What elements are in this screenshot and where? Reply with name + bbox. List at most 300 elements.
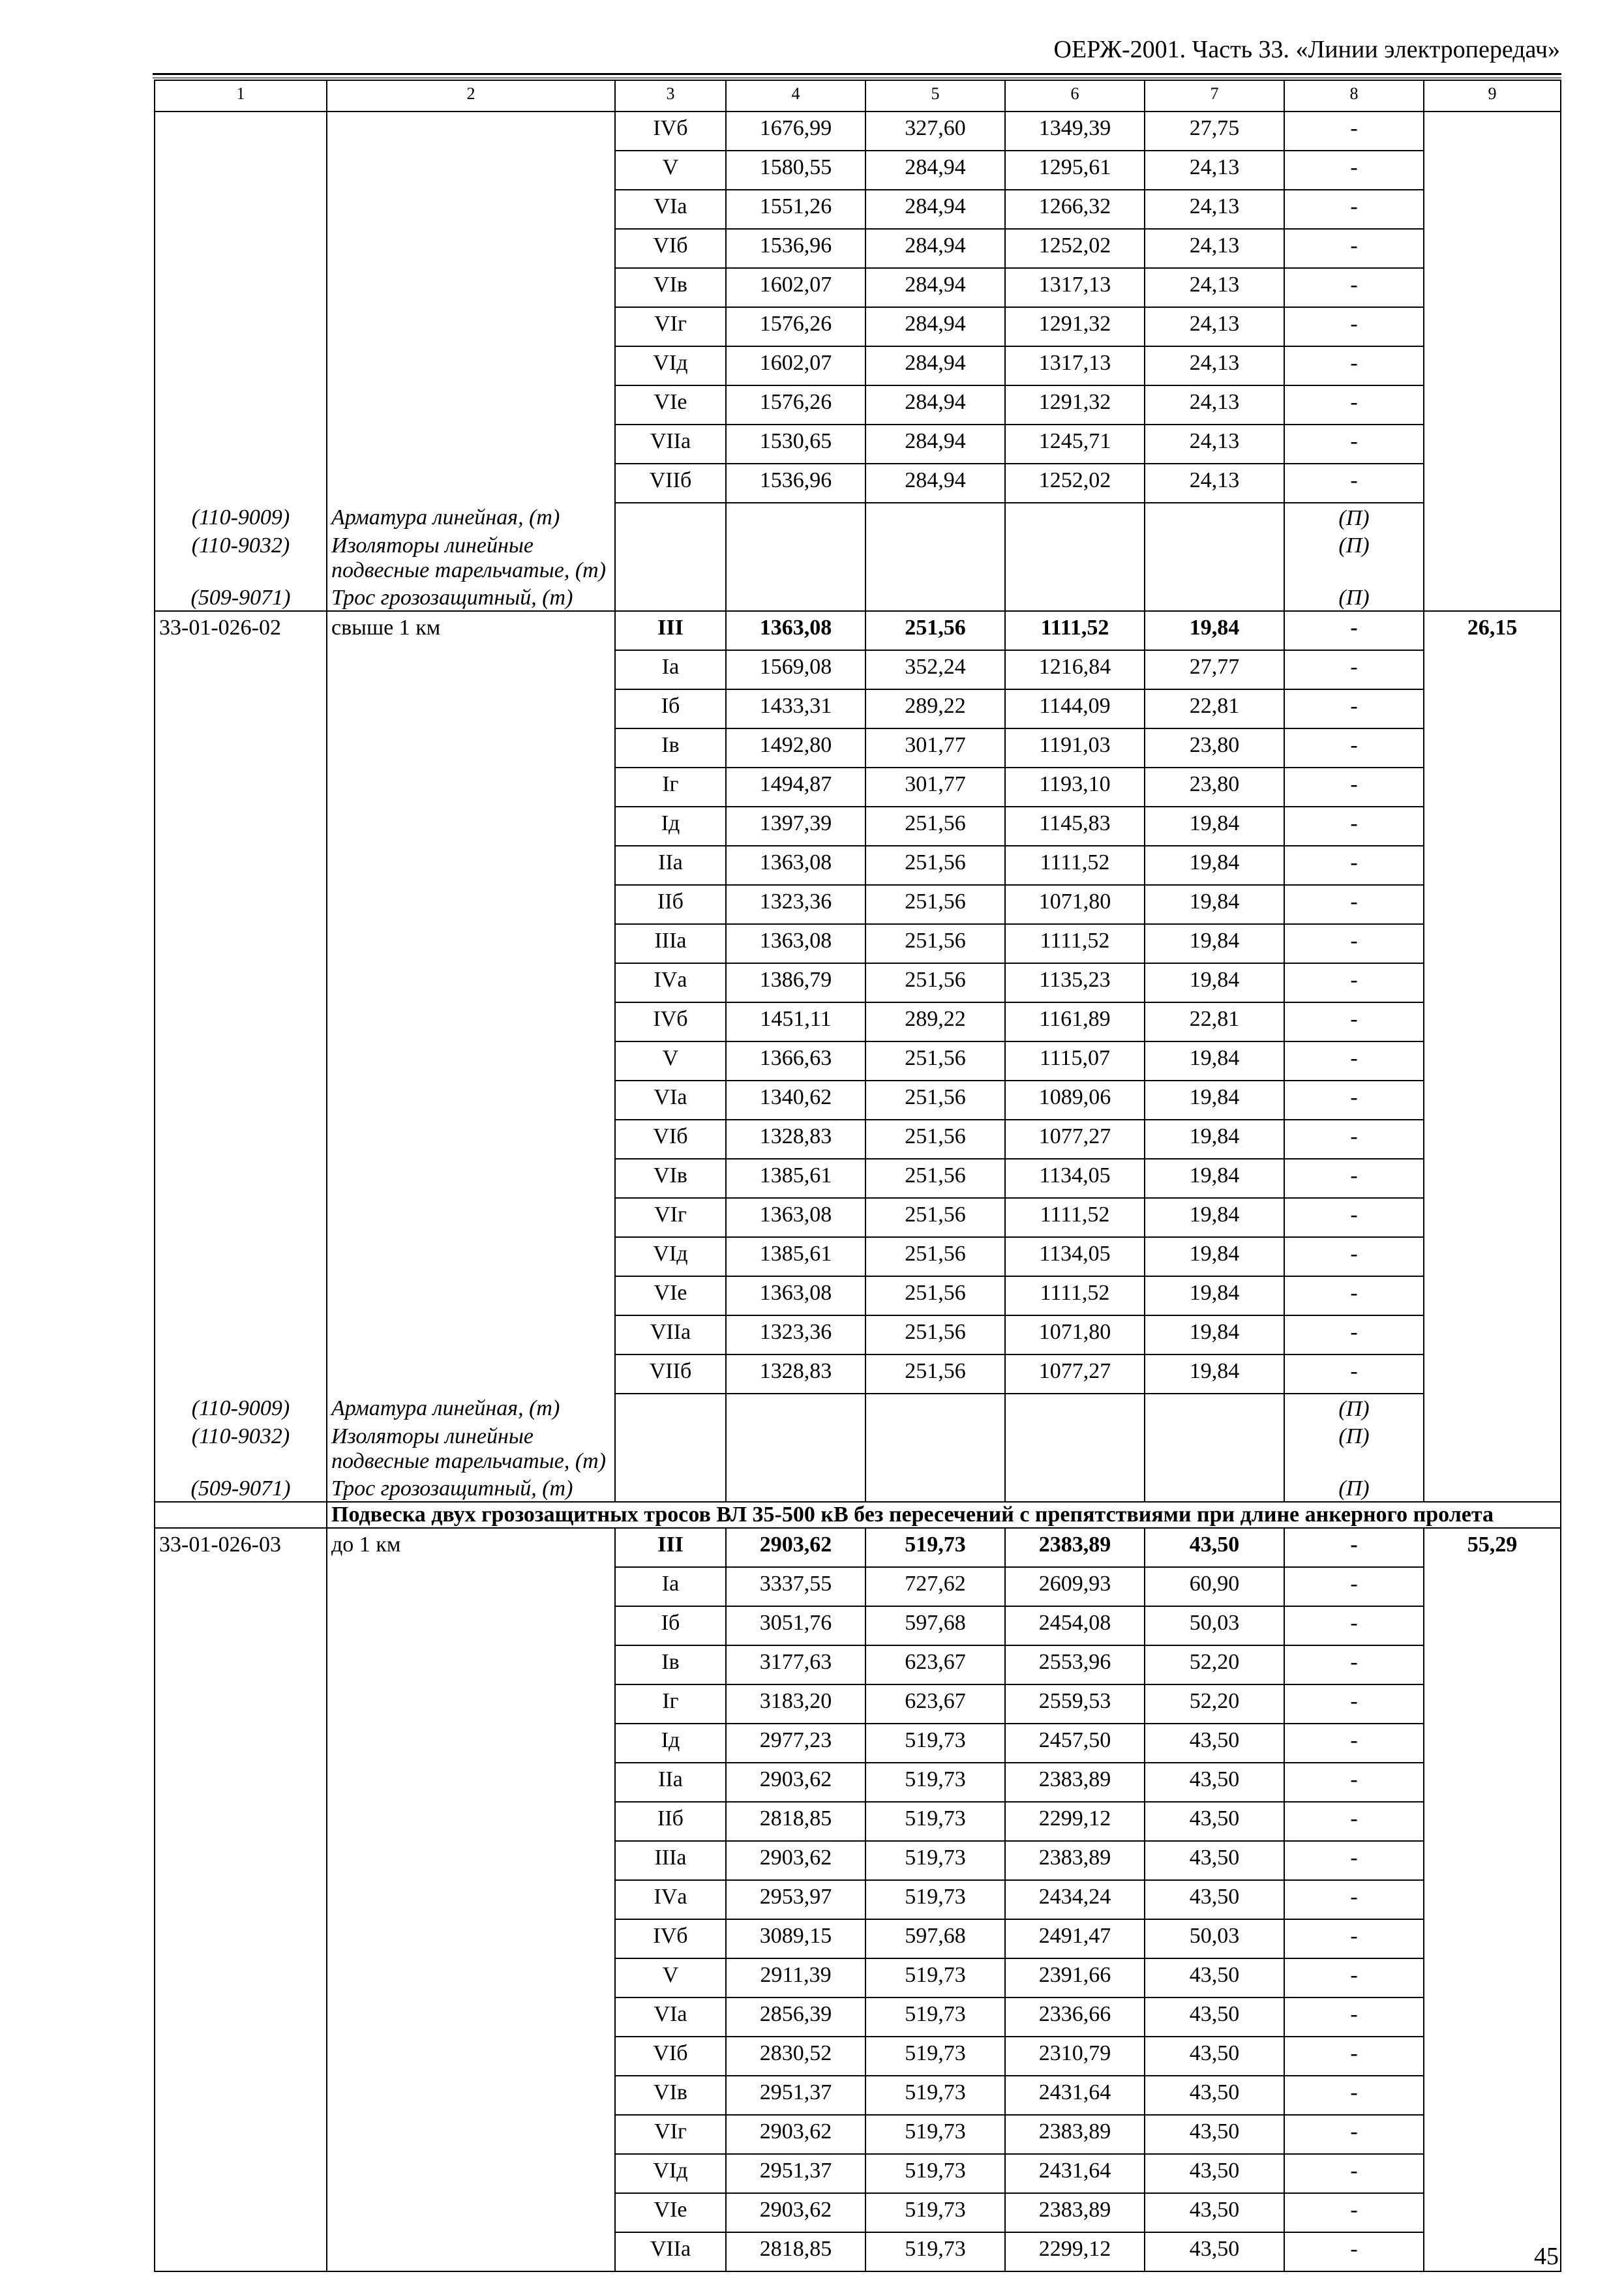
- value-cell: 2559,53: [1005, 1684, 1145, 1724]
- table-row: [155, 2232, 1561, 2271]
- empty-cell: [155, 1763, 327, 1802]
- empty-cell: [327, 2076, 615, 2115]
- empty-cell: [1005, 1474, 1145, 1502]
- value-cell: 519,73: [865, 1763, 1005, 1802]
- value-cell: -: [1284, 346, 1424, 385]
- value-cell: -: [1284, 1081, 1424, 1120]
- empty-cell: [1424, 1198, 1561, 1237]
- empty-cell: [327, 2193, 615, 2232]
- value-cell: Iв: [615, 728, 726, 768]
- value-cell: 251,56: [865, 846, 1005, 885]
- table-body: [155, 80, 1561, 2271]
- value-cell: IVа: [615, 963, 726, 1002]
- empty-cell: [155, 2154, 327, 2193]
- value-cell: 43,50: [1145, 2232, 1284, 2271]
- empty-cell: [865, 583, 1005, 611]
- value-cell: 2903,62: [726, 1841, 865, 1880]
- table-row: [155, 2115, 1561, 2154]
- empty-cell: [327, 385, 615, 425]
- value-cell: 1363,08: [726, 1198, 865, 1237]
- value-cell: 519,73: [865, 1880, 1005, 1919]
- value-cell: VIIб: [615, 1354, 726, 1394]
- material-row: [155, 531, 1561, 583]
- value-cell: IVб: [615, 1919, 726, 1958]
- empty-cell: [1424, 1474, 1561, 1502]
- value-cell: 1494,87: [726, 768, 865, 807]
- value-cell: 1317,13: [1005, 268, 1145, 307]
- empty-cell: [155, 346, 327, 385]
- value-cell: 2903,62: [726, 1528, 865, 1567]
- empty-cell: [327, 1880, 615, 1919]
- empty-cell: [1424, 1081, 1561, 1120]
- empty-cell: [1424, 307, 1561, 346]
- value-cell: 1144,09: [1005, 689, 1145, 728]
- value-cell: 19,84: [1145, 1159, 1284, 1198]
- value-cell: 22,81: [1145, 1002, 1284, 1041]
- material-code: (509-9071): [155, 1474, 327, 1502]
- value-cell: 623,67: [865, 1645, 1005, 1684]
- empty-cell: [327, 425, 615, 464]
- material-mark: (П): [1284, 531, 1424, 583]
- value-cell: 1111,52: [1005, 924, 1145, 963]
- empty-cell: [155, 425, 327, 464]
- value-cell: 60,90: [1145, 1567, 1284, 1606]
- value-cell: 284,94: [865, 464, 1005, 503]
- value-cell: 1576,26: [726, 307, 865, 346]
- value-cell: 251,56: [865, 1120, 1005, 1159]
- value-cell: 519,73: [865, 2232, 1005, 2271]
- empty-cell: [327, 1958, 615, 1997]
- value-cell: VIIа: [615, 1315, 726, 1354]
- material-name: Изоляторы линейные подвесные тарельчатые, (т): [327, 1422, 615, 1474]
- empty-cell: [327, 1645, 615, 1684]
- table-row: [155, 1841, 1561, 1880]
- value-cell: 1291,32: [1005, 385, 1145, 425]
- empty-cell: [726, 503, 865, 531]
- empty-cell: [1005, 531, 1145, 583]
- value-cell: -: [1284, 1606, 1424, 1645]
- value-cell: 23,80: [1145, 728, 1284, 768]
- value-cell: -: [1284, 1354, 1424, 1394]
- value-cell: Iд: [615, 1724, 726, 1763]
- value-cell: 2383,89: [1005, 2193, 1145, 2232]
- table-row: [155, 807, 1561, 846]
- table-row: [155, 1354, 1561, 1394]
- value-cell: -: [1284, 1802, 1424, 1841]
- empty-cell: [865, 503, 1005, 531]
- empty-cell: [155, 190, 327, 229]
- value-cell: -: [1284, 112, 1424, 151]
- table-row: [155, 1120, 1561, 1159]
- value-cell: IVб: [615, 1002, 726, 1041]
- item-name: до 1 км: [327, 1528, 615, 1567]
- empty-cell: [1424, 531, 1561, 583]
- value-cell: -: [1284, 924, 1424, 963]
- value-cell: 43,50: [1145, 1997, 1284, 2037]
- empty-cell: [1424, 1606, 1561, 1645]
- empty-cell: [1424, 2154, 1561, 2193]
- value-cell: 1317,13: [1005, 346, 1145, 385]
- empty-cell: [1424, 963, 1561, 1002]
- empty-cell: [327, 1763, 615, 1802]
- column-number-row: [155, 80, 1561, 112]
- empty-cell: [327, 1919, 615, 1958]
- value-cell: 2383,89: [1005, 1763, 1145, 1802]
- empty-cell: [1424, 2076, 1561, 2115]
- material-row: [155, 583, 1561, 611]
- column-number: 6: [1005, 80, 1145, 112]
- table-row: [155, 2154, 1561, 2193]
- value-cell: 1071,80: [1005, 1315, 1145, 1354]
- table-row: [155, 924, 1561, 963]
- table-row: [155, 1880, 1561, 1919]
- empty-cell: [865, 1474, 1005, 1502]
- empty-cell: [155, 1081, 327, 1120]
- value-cell: -: [1284, 2115, 1424, 2154]
- empty-cell: [615, 1394, 726, 1422]
- value-cell: 43,50: [1145, 1763, 1284, 1802]
- value-cell: 19,84: [1145, 1276, 1284, 1315]
- value-cell: 251,56: [865, 963, 1005, 1002]
- empty-cell: [615, 583, 726, 611]
- empty-cell: [155, 963, 327, 1002]
- value-cell: 2951,37: [726, 2154, 865, 2193]
- empty-cell: [155, 1645, 327, 1684]
- empty-cell: [1145, 1394, 1284, 1422]
- value-cell: 1676,99: [726, 112, 865, 151]
- value-cell: -: [1284, 1841, 1424, 1880]
- value-cell: 623,67: [865, 1684, 1005, 1724]
- value-cell: 1569,08: [726, 650, 865, 689]
- empty-cell: [1005, 583, 1145, 611]
- value-cell: V: [615, 1958, 726, 1997]
- empty-cell: [155, 1567, 327, 1606]
- value-cell: 19,84: [1145, 1315, 1284, 1354]
- value-cell: 2609,93: [1005, 1567, 1145, 1606]
- value-cell: 1295,61: [1005, 151, 1145, 190]
- value-cell: -: [1284, 650, 1424, 689]
- value-cell: 2818,85: [726, 1802, 865, 1841]
- value-cell: -: [1284, 1997, 1424, 2037]
- value-cell: 1191,03: [1005, 728, 1145, 768]
- value-cell: 1077,27: [1005, 1354, 1145, 1394]
- value-cell: 284,94: [865, 385, 1005, 425]
- value-cell: 1266,32: [1005, 190, 1145, 229]
- value-cell: 519,73: [865, 1997, 1005, 2037]
- table-row: [155, 229, 1561, 268]
- empty-cell: [155, 1684, 327, 1724]
- value-cell: IIа: [615, 1763, 726, 1802]
- empty-cell: [615, 531, 726, 583]
- empty-cell: [155, 2076, 327, 2115]
- empty-cell: [1424, 1237, 1561, 1276]
- table-row: [155, 1606, 1561, 1645]
- empty-cell: [1005, 1394, 1145, 1422]
- value-cell: 1492,80: [726, 728, 865, 768]
- value-cell: 1216,84: [1005, 650, 1145, 689]
- empty-cell: [155, 1919, 327, 1958]
- empty-cell: [1145, 503, 1284, 531]
- value-cell: -: [1284, 1528, 1424, 1567]
- value-cell: 519,73: [865, 1802, 1005, 1841]
- value-cell: VIе: [615, 1276, 726, 1315]
- empty-cell: [327, 1120, 615, 1159]
- running-header: ОЕРЖ-2001. Часть 33. «Линии электропередач»: [1053, 36, 1560, 63]
- item-name: свыше 1 км: [327, 611, 615, 650]
- material-mark: (П): [1284, 1394, 1424, 1422]
- empty-cell: [1424, 1159, 1561, 1198]
- empty-cell: [1424, 464, 1561, 503]
- table-row: [155, 1684, 1561, 1724]
- value-cell: 2951,37: [726, 2076, 865, 2115]
- value-cell: 2383,89: [1005, 1528, 1145, 1567]
- value-cell: 251,56: [865, 1276, 1005, 1315]
- value-cell: -: [1284, 151, 1424, 190]
- empty-cell: [155, 1041, 327, 1081]
- empty-cell: [155, 1880, 327, 1919]
- value-cell: 1536,96: [726, 229, 865, 268]
- value-cell: -: [1284, 1567, 1424, 1606]
- table-row: [155, 1315, 1561, 1354]
- table-row: [155, 846, 1561, 885]
- value-cell: 251,56: [865, 1159, 1005, 1198]
- value-cell: 519,73: [865, 2193, 1005, 2232]
- empty-cell: [155, 1002, 327, 1041]
- value-cell: 301,77: [865, 728, 1005, 768]
- empty-cell: [155, 2193, 327, 2232]
- table-row: [155, 2193, 1561, 2232]
- section-row: [155, 1502, 1561, 1528]
- table-row: [155, 650, 1561, 689]
- value-cell: 2299,12: [1005, 1802, 1145, 1841]
- value-cell: IVб: [615, 112, 726, 151]
- material-name: Трос грозозащитный, (т): [327, 1474, 615, 1502]
- value-cell: 19,84: [1145, 963, 1284, 1002]
- value-cell: -: [1284, 885, 1424, 924]
- value-cell: 43,50: [1145, 2154, 1284, 2193]
- material-code: (110-9009): [155, 1394, 327, 1422]
- value-cell: 289,22: [865, 689, 1005, 728]
- empty-cell: [1424, 1120, 1561, 1159]
- value-cell: 43,50: [1145, 2115, 1284, 2154]
- empty-cell: [1424, 190, 1561, 229]
- value-cell: 1602,07: [726, 268, 865, 307]
- material-name: Арматура линейная, (т): [327, 503, 615, 531]
- value-cell: -: [1284, 268, 1424, 307]
- empty-cell: [1424, 1841, 1561, 1880]
- value-cell: 1551,26: [726, 190, 865, 229]
- value-cell: 24,13: [1145, 385, 1284, 425]
- empty-cell: [1424, 268, 1561, 307]
- value-cell: VIIа: [615, 2232, 726, 2271]
- value-cell: 251,56: [865, 1081, 1005, 1120]
- value-cell: 251,56: [865, 807, 1005, 846]
- value-cell: 19,84: [1145, 885, 1284, 924]
- empty-cell: [155, 1198, 327, 1237]
- empty-cell: [155, 728, 327, 768]
- value-cell: 19,84: [1145, 1041, 1284, 1081]
- empty-cell: [865, 531, 1005, 583]
- empty-cell: [155, 846, 327, 885]
- empty-cell: [865, 1422, 1005, 1474]
- value-cell: 24,13: [1145, 346, 1284, 385]
- empty-cell: [1145, 1422, 1284, 1474]
- empty-cell: [1424, 885, 1561, 924]
- value-cell: -: [1284, 768, 1424, 807]
- value-cell: 1135,23: [1005, 963, 1145, 1002]
- value-cell: 251,56: [865, 611, 1005, 650]
- table-row: [155, 385, 1561, 425]
- empty-cell: [155, 1159, 327, 1198]
- value-cell: 597,68: [865, 1919, 1005, 1958]
- empty-cell: [327, 229, 615, 268]
- empty-cell: [1424, 650, 1561, 689]
- value-cell: VIе: [615, 2193, 726, 2232]
- table-row: [155, 425, 1561, 464]
- value-cell: 43,50: [1145, 2076, 1284, 2115]
- value-cell: -: [1284, 1919, 1424, 1958]
- value-cell: 43,50: [1145, 1958, 1284, 1997]
- value-cell: 251,56: [865, 1315, 1005, 1354]
- value-cell: 1580,55: [726, 151, 865, 190]
- value-cell: -: [1284, 1684, 1424, 1724]
- empty-cell: [155, 464, 327, 503]
- empty-cell: [726, 531, 865, 583]
- empty-cell: [1424, 807, 1561, 846]
- table-row: [155, 2037, 1561, 2076]
- value-cell: 2431,64: [1005, 2076, 1145, 2115]
- material-code: (509-9071): [155, 583, 327, 611]
- value-cell: -: [1284, 2154, 1424, 2193]
- table-row: [155, 1159, 1561, 1198]
- section-title: Подвеска двух грозозащитных тросов ВЛ 35-500 кВ без пересечений с препятствиями при длине анкерного пролета: [327, 1502, 1561, 1528]
- material-row: [155, 1394, 1561, 1422]
- empty-cell: [327, 1081, 615, 1120]
- value-cell: -: [1284, 2232, 1424, 2271]
- column-number: 5: [865, 80, 1005, 112]
- value-cell: 1111,52: [1005, 611, 1145, 650]
- value-cell: 2903,62: [726, 2115, 865, 2154]
- empty-cell: [155, 1958, 327, 1997]
- empty-cell: [615, 1422, 726, 1474]
- empty-cell: [1424, 924, 1561, 963]
- material-code: (110-9009): [155, 503, 327, 531]
- table-row: [155, 1081, 1561, 1120]
- empty-cell: [155, 1802, 327, 1841]
- empty-cell: [327, 268, 615, 307]
- empty-cell: [155, 385, 327, 425]
- value-cell: 1111,52: [1005, 1198, 1145, 1237]
- value-cell: V: [615, 1041, 726, 1081]
- value-cell: 52,20: [1145, 1684, 1284, 1724]
- empty-cell: [327, 1198, 615, 1237]
- value-cell: 24,13: [1145, 151, 1284, 190]
- value-cell: 284,94: [865, 425, 1005, 464]
- table-row: [155, 346, 1561, 385]
- empty-cell: [1424, 1422, 1561, 1474]
- value-cell: 52,20: [1145, 1645, 1284, 1684]
- material-name: Изоляторы линейные подвесные тарельчатые, (т): [327, 531, 615, 583]
- value-cell: 43,50: [1145, 1880, 1284, 1919]
- table-row: [155, 2076, 1561, 2115]
- value-cell: -: [1284, 1315, 1424, 1354]
- value-cell: III: [615, 611, 726, 650]
- value-cell: 3177,63: [726, 1645, 865, 1684]
- value-cell: V: [615, 151, 726, 190]
- table-row: [155, 1724, 1561, 1763]
- empty-cell: [1424, 1724, 1561, 1763]
- value-cell: VIг: [615, 1198, 726, 1237]
- value-cell: 1433,31: [726, 689, 865, 728]
- empty-cell: [327, 190, 615, 229]
- value-cell: 1089,06: [1005, 1081, 1145, 1120]
- empty-cell: [1424, 728, 1561, 768]
- value-cell: IIа: [615, 846, 726, 885]
- empty-cell: [1424, 1880, 1561, 1919]
- empty-cell: [155, 1997, 327, 2037]
- value-cell: 597,68: [865, 1606, 1005, 1645]
- value-cell: 2903,62: [726, 2193, 865, 2232]
- value-cell: 1530,65: [726, 425, 865, 464]
- value-cell: 27,75: [1145, 112, 1284, 151]
- empty-cell: [327, 1237, 615, 1276]
- value-cell: -: [1284, 728, 1424, 768]
- table-row: [155, 1528, 1561, 1567]
- empty-cell: [327, 112, 615, 151]
- column-number: 8: [1284, 80, 1424, 112]
- value-cell: 2383,89: [1005, 1841, 1145, 1880]
- empty-cell: [726, 1422, 865, 1474]
- value-cell: 2383,89: [1005, 2115, 1145, 2154]
- empty-cell: [1424, 1802, 1561, 1841]
- column-number: 3: [615, 80, 726, 112]
- material-mark: (П): [1284, 503, 1424, 531]
- empty-cell: [327, 924, 615, 963]
- empty-cell: [1145, 531, 1284, 583]
- value-cell: 1576,26: [726, 385, 865, 425]
- empty-cell: [327, 2115, 615, 2154]
- value-cell: 19,84: [1145, 1081, 1284, 1120]
- value-cell: 19,84: [1145, 807, 1284, 846]
- value-cell: 19,84: [1145, 611, 1284, 650]
- value-cell: VIа: [615, 1997, 726, 2037]
- value-cell: 24,13: [1145, 229, 1284, 268]
- empty-cell: [1424, 229, 1561, 268]
- table-row: [155, 1002, 1561, 1041]
- empty-cell: [155, 112, 327, 151]
- value-cell: 1111,52: [1005, 846, 1145, 885]
- value-cell: 3051,76: [726, 1606, 865, 1645]
- empty-cell: [327, 1567, 615, 1606]
- total-cell: 55,29: [1424, 1528, 1561, 1567]
- empty-cell: [1424, 1958, 1561, 1997]
- empty-cell: [327, 1159, 615, 1198]
- material-row: [155, 1422, 1561, 1474]
- empty-cell: [327, 464, 615, 503]
- value-cell: 251,56: [865, 1198, 1005, 1237]
- empty-cell: [155, 924, 327, 963]
- value-cell: 1602,07: [726, 346, 865, 385]
- table-row: [155, 1997, 1561, 2037]
- value-cell: 19,84: [1145, 846, 1284, 885]
- value-cell: 43,50: [1145, 2037, 1284, 2076]
- value-cell: -: [1284, 846, 1424, 885]
- value-cell: 1397,39: [726, 807, 865, 846]
- value-cell: 1363,08: [726, 846, 865, 885]
- empty-cell: [327, 1802, 615, 1841]
- value-cell: 1328,83: [726, 1354, 865, 1394]
- empty-cell: [1424, 151, 1561, 190]
